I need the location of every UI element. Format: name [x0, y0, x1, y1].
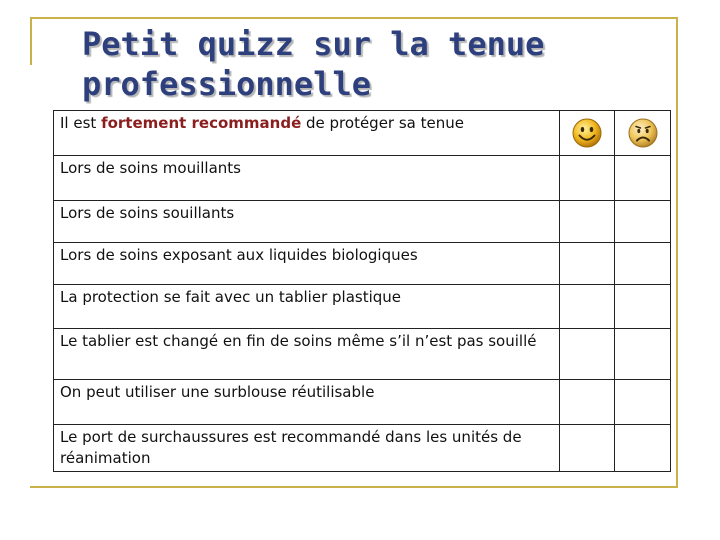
question-text: Lors de soins mouillants	[54, 156, 560, 201]
slide-title	[82, 24, 544, 104]
question-text: La protection se fait avec un tablier plastique	[54, 285, 560, 329]
answer-yes-cell[interactable]	[559, 329, 615, 380]
slide-title-line1: Petit quizz sur la tenue	[82, 25, 545, 63]
answer-no-cell[interactable]	[615, 329, 671, 380]
quiz-row-3	[54, 243, 671, 285]
answer-yes-cell[interactable]	[559, 156, 615, 201]
answer-yes-cell[interactable]	[559, 285, 615, 329]
quiz-row-6	[54, 380, 671, 425]
answer-no-cell[interactable]	[615, 243, 671, 285]
header-emphasis: fortement recommandé	[101, 114, 302, 132]
happy-face-icon	[571, 117, 603, 149]
header-suffix: de protéger sa tenue	[301, 114, 464, 132]
frame-right-line	[676, 17, 678, 487]
question-text: Le tablier est changé en fin de soins même s’il n’est pas souillé	[54, 329, 560, 380]
question-text: On peut utiliser une surblouse réutilisable	[54, 380, 560, 425]
answer-yes-cell[interactable]	[559, 201, 615, 243]
header-prefix: Il est	[60, 114, 102, 132]
quiz-row-5	[54, 329, 671, 380]
question-text: Le port de surchaussures est recommandé dans les unités de réanimation	[54, 425, 560, 472]
answer-no-cell[interactable]	[615, 156, 671, 201]
quiz-row-2	[54, 201, 671, 243]
quiz-table	[53, 110, 671, 472]
frame-left-line	[30, 17, 32, 65]
answer-no-cell[interactable]	[615, 380, 671, 425]
question-text: Lors de soins exposant aux liquides biologiques	[54, 243, 560, 285]
header-no-cell	[615, 111, 671, 156]
quiz-row-1	[54, 156, 671, 201]
question-text: Lors de soins souillants	[54, 201, 560, 243]
slide-title-line2: professionnelle	[82, 65, 371, 103]
quiz-row-7	[54, 425, 671, 472]
answer-yes-cell[interactable]	[559, 380, 615, 425]
frame-bottom-line	[30, 486, 678, 488]
answer-yes-cell[interactable]	[559, 425, 615, 472]
header-row	[54, 111, 671, 156]
frame-top-line	[30, 17, 676, 19]
answer-yes-cell[interactable]	[559, 243, 615, 285]
sad-face-icon	[627, 117, 659, 149]
answer-no-cell[interactable]	[615, 285, 671, 329]
header-statement	[54, 111, 560, 156]
header-yes-cell	[559, 111, 615, 156]
answer-no-cell[interactable]	[615, 201, 671, 243]
answer-no-cell[interactable]	[615, 425, 671, 472]
quiz-row-4	[54, 285, 671, 329]
